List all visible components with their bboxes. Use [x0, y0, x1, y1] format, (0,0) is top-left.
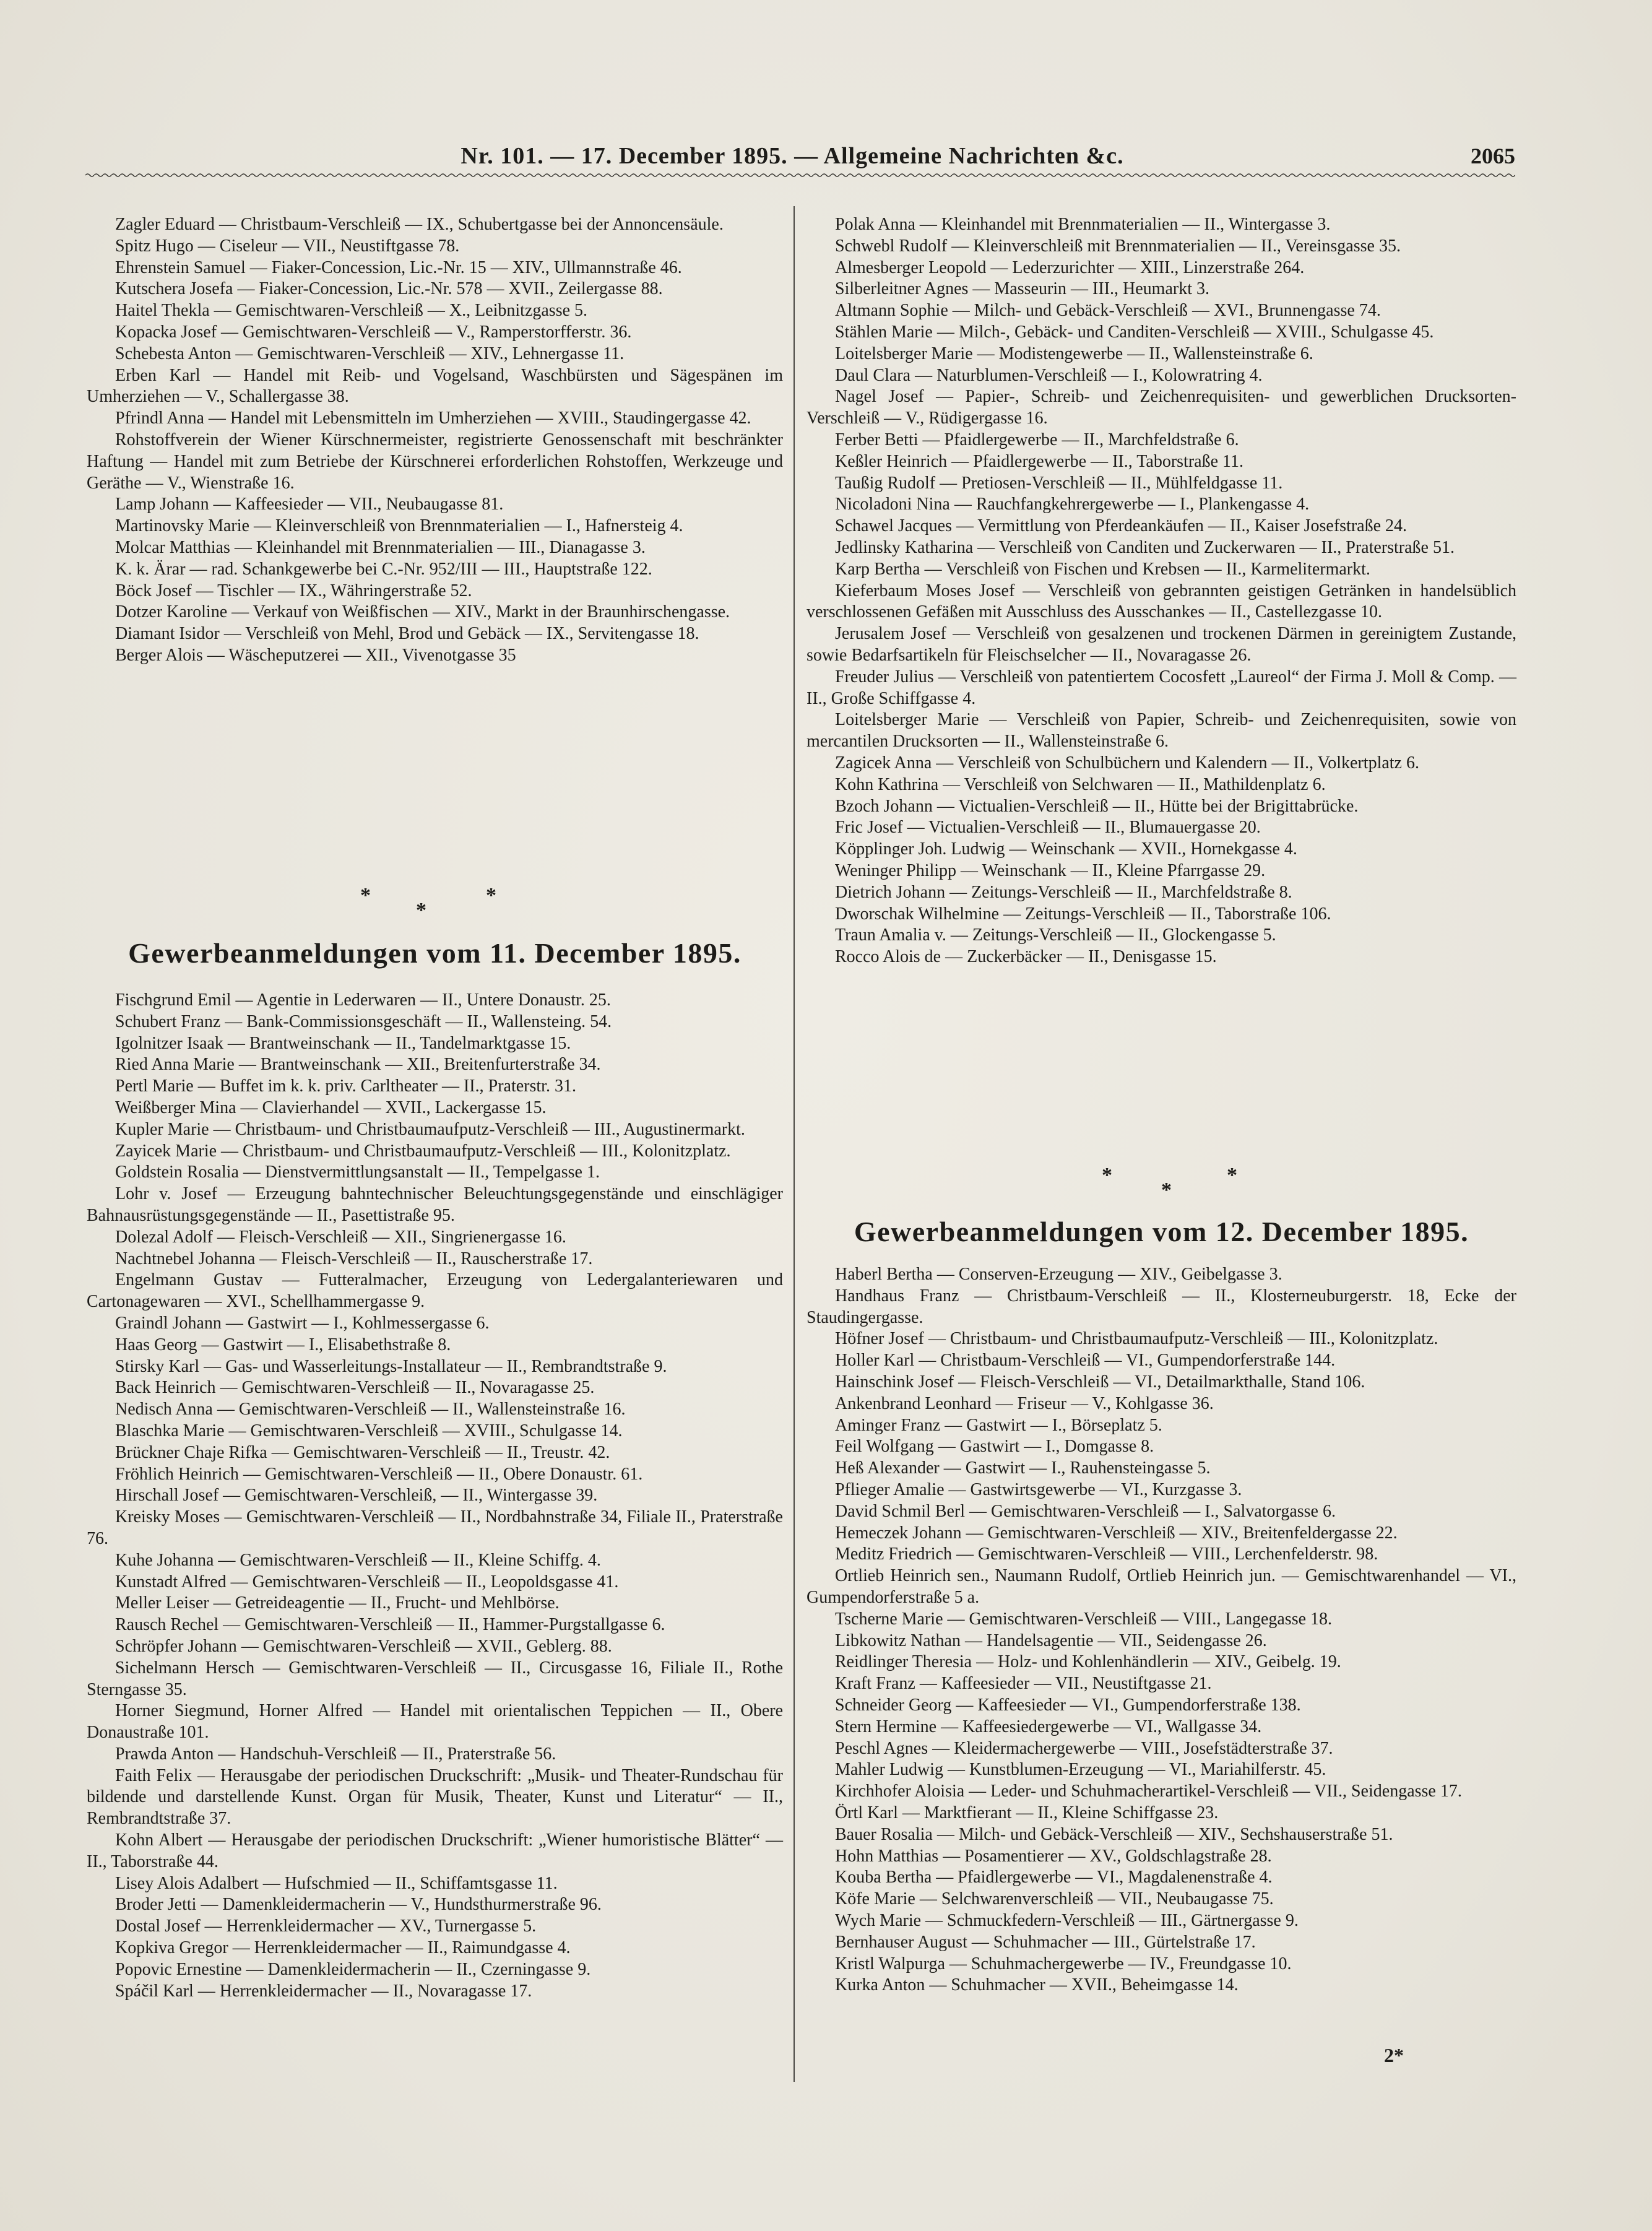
register-entry: Kurka Anton — Schuhmacher — XVII., Beheimgasse 14. [835, 1975, 1239, 1995]
register-entry: Martinovsky Marie — Kleinverschleiß von Brennmaterialien — I., Hafnersteig 4. [115, 516, 683, 536]
register-entry: Libkowitz Nathan — Handelsagentie — VII., Seidengasse 26. [835, 1631, 1267, 1650]
register-entry: Spáčil Karl — Herrenkleidermacher — II., Novaragasse 17. [115, 1981, 532, 2001]
register-entry: Sichelmann Hersch — Gemischtwaren-Verschleiß — II., Circusgasse 16, Filiale II., Rothe Sterngasse 35. [87, 1658, 783, 1699]
register-entry: Meditz Friedrich — Gemischtwaren-Verschleiß — VIII., Lerchenfelderstr. 98. [835, 1544, 1378, 1564]
register-entry: Engelmann Gustav — Futteralmacher, Erzeugung von Ledergalanteriewaren und Cartonagewaren — XVI., Schellhammergasse 9. [87, 1270, 783, 1312]
register-entry: Loitelsberger Marie — Modistengewerbe — II., Wallensteinstraße 6. [835, 344, 1313, 363]
register-entry: Diamant Isidor — Verschleiß von Mehl, Brod und Gebäck — IX., Servitengasse 18. [115, 624, 699, 644]
register-entry: Dolezal Adolf — Fleisch-Verschleiß — XII., Singrienergasse 16. [115, 1227, 566, 1247]
register-entry: Lamp Johann — Kaffeesieder — VII., Neubaugasse 81. [115, 495, 504, 514]
register-entry: Kreisky Moses — Gemischtwaren-Verschleiß — II., Nordbahnstraße 34, Filiale II., Praterstraße 76. [87, 1507, 783, 1548]
register-entry: Bzoch Johann — Victualien-Verschleiß — II., Hütte bei der Brigittabrücke. [835, 796, 1359, 816]
register-entry: Hohn Matthias — Posamentierer — XV., Goldschlagstraße 28. [835, 1846, 1272, 1866]
register-entry: Hemeczek Johann — Gemischtwaren-Verschleiß — XIV., Breitenfeldergasse 22. [835, 1523, 1398, 1543]
register-entry: Bernhauser August — Schuhmacher — III., Gürtelstraße 17. [835, 1932, 1256, 1952]
signature-mark: 2* [1384, 2044, 1404, 2066]
register-entry: Dworschak Wilhelmine — Zeitungs-Verschleiß — II., Taborstraße 106. [835, 904, 1331, 924]
register-entry: Horner Siegmund, Horner Alfred — Handel mit orientalischen Teppichen — II., Obere Donaustraße 101. [87, 1701, 783, 1743]
register-entry: Stählen Marie — Milch-, Gebäck- und Canditen-Verschleiß — XVIII., Schulgasse 45. [835, 322, 1434, 342]
register-entry: Loitelsberger Marie — Verschleiß von Papier, Schreib- und Zeichenrequisiten, sowie von mercantilen Drucksorten — II., Wallensteinstraße 6. [807, 710, 1516, 752]
register-entry: Fric Josef — Victualien-Verschleiß — II., Blumauergasse 20. [835, 818, 1261, 838]
asterism-star: * [1227, 1164, 1237, 1187]
register-entry: David Schmil Berl — Gemischtwaren-Verschleiß — I., Salvatorgasse 6. [835, 1501, 1336, 1521]
register-entry: Weißberger Mina — Clavierhandel — XVII., Lackergasse 15. [115, 1098, 547, 1117]
register-entry: Prawda Anton — Handschuh-Verschleiß — II., Praterstraße 56. [115, 1744, 556, 1764]
register-entry: Schebesta Anton — Gemischtwaren-Verschleiß — XIV., Lehnergasse 11. [115, 344, 625, 363]
asterism-star: * [360, 884, 371, 907]
register-entry: Polak Anna — Kleinhandel mit Brennmaterialien — II., Wintergasse 3. [835, 215, 1331, 234]
register-entry: Kraft Franz — Kaffeesieder — VII., Neustiftgasse 21. [835, 1674, 1212, 1694]
register-entry: Schubert Franz — Bank-Commissionsgeschäft — II., Wallensteing. 54. [115, 1012, 612, 1031]
left-column-entries-before [87, 214, 783, 667]
section-heading-12-december: Gewerbeanmeldungen vom 12. December 1895. [854, 1216, 1469, 1247]
register-entry: Kirchhofer Aloisia — Leder- und Schuhmacherartikel-Verschleiß — VII., Seidengasse 17. [835, 1782, 1462, 1801]
register-entry: Schawel Jacques — Vermittlung von Pferdeankäufen — II., Kaiser Josefstraße 24. [835, 516, 1407, 536]
right-column-entries-before [807, 214, 1516, 968]
register-entry: Freuder Julius — Verschleiß von patentiertem Cocosfett „Laureol“ der Firma J. Moll & Comp. — II., Große Schiffgasse 4. [807, 667, 1516, 708]
register-entry: Kuhe Johanna — Gemischtwaren-Verschleiß — II., Kleine Schiffg. 4. [115, 1550, 601, 1570]
register-entry: Schneider Georg — Kaffeesieder — VI., Gumpendorferstraße 138. [835, 1695, 1301, 1715]
register-entry: Pfrindl Anna — Handel mit Lebensmitteln im Umherziehen — XVIII., Staudingergasse 42. [115, 409, 751, 428]
register-entry: Kouba Bertha — Pfaidlergewerbe — VI., Magdalenenstraße 4. [835, 1868, 1273, 1887]
register-entry: Igolnitzer Isaak — Brantweinschank — II., Tandelmarktgasse 15. [115, 1033, 571, 1053]
page-number: 2065 [1471, 144, 1515, 168]
asterism-star: * [1102, 1164, 1112, 1187]
register-entry: Dostal Josef — Herrenkleidermacher — XV., Turnergasse 5. [115, 1917, 537, 1936]
register-entry: Brückner Chaje Rifka — Gemischtwaren-Verschleiß — II., Treustr. 42. [115, 1442, 610, 1462]
register-entry: Keßler Heinrich — Pfaidlergewerbe — II., Taborstraße 11. [835, 451, 1243, 471]
register-entry: Nicoladoni Nina — Rauchfangkehrergewerbe — I., Plankengasse 4. [835, 495, 1310, 514]
register-entry: Dotzer Karoline — Verkauf von Weißfischen — XIV., Markt in der Braunhirschengasse. [115, 602, 730, 622]
register-entry: Zagler Eduard — Christbaum-Verschleiß — IX., Schubertgasse bei der Annoncensäule. [115, 215, 724, 234]
register-entry: Taußig Rudolf — Pretiosen-Verschleiß — II., Mühlfeldgasse 11. [835, 473, 1283, 493]
register-entry: Rausch Rechel — Gemischtwaren-Verschleiß — II., Hammer-Purgstallgasse 6. [115, 1615, 665, 1635]
register-entry: Traun Amalia v. — Zeitungs-Verschleiß — II., Glockengasse 5. [835, 925, 1276, 945]
register-entry: Mahler Ludwig — Kunstblumen-Erzeugung — VI., Mariahilferstr. 45. [835, 1760, 1326, 1780]
asterism-star: * [486, 884, 496, 907]
register-entry: Lisey Alois Adalbert — Hufschmied — II., Schiffamtsgasse 11. [115, 1873, 558, 1893]
register-entry: Kutschera Josefa — Fiaker-Concession, Lic.-Nr. 578 — XVII., Zeilergasse 88. [115, 279, 663, 299]
register-entry: Faith Felix — Herausgabe der periodischen Druckschrift: „Musik- und Theater-Rundschau für bildende und darstellende Kunst. Organ für Musik, Theater, Kunst und Literatur“ — II., Rembrandtstraße 37. [87, 1765, 783, 1829]
register-entry: Altmann Sophie — Milch- und Gebäck-Verschleiß — XVI., Brunnengasse 74. [835, 301, 1381, 321]
register-entry: Hainschink Josef — Fleisch-Verschleiß — VI., Detailmarkthalle, Stand 106. [835, 1372, 1365, 1392]
register-entry: Meller Leiser — Getreideagentie — II., Frucht- und Mehlbörse. [115, 1593, 560, 1613]
register-entry: Nagel Josef — Papier-, Schreib- und Zeichenrequisiten- und gewerblichen Drucksorten-Verschleiß — V., Rüdigergasse 16. [807, 387, 1516, 428]
register-entry: Peschl Agnes — Kleidermachergewerbe — VIII., Josefstädterstraße 37. [835, 1738, 1333, 1758]
register-entry: Stern Hermine — Kaffeesiedergewerbe — VI., Wallgasse 34. [835, 1717, 1262, 1736]
register-entry: Berger Alois — Wäscheputzerei — XII., Vivenotgasse 35 [115, 645, 516, 665]
register-entry: Kohn Kathrina — Verschleiß von Selchwaren — II., Mathildenplatz 6. [835, 774, 1326, 794]
register-entry: Ehrenstein Samuel — Fiaker-Concession, Lic.-Nr. 15 — XIV., Ullmannstraße 46. [115, 258, 682, 277]
register-entry: Graindl Johann — Gastwirt — I., Kohlmessergasse 6. [115, 1313, 490, 1333]
register-entry: Bauer Rosalia — Milch- und Gebäck-Verschleiß — XIV., Sechshauserstraße 51. [835, 1824, 1393, 1844]
register-entry: Köpplinger Joh. Ludwig — Weinschank — XVII., Hornekgasse 4. [835, 839, 1297, 859]
register-entry: Weninger Philipp — Weinschank — II., Kleine Pfarrgasse 29. [835, 860, 1266, 880]
register-entry: Daul Clara — Naturblumen-Verschleiß — I., Kolowratring 4. [835, 365, 1263, 385]
column-divider [794, 206, 795, 2082]
register-entry: Dietrich Johann — Zeitungs-Verschleiß — II., Marchfeldstraße 8. [835, 882, 1292, 902]
register-entry: Haitel Thekla — Gemischtwaren-Verschleiß — X., Leibnitzgasse 5. [115, 301, 588, 321]
running-header-title: Nr. 101. — 17. December 1895. — Allgemeine Nachrichten &c. [461, 143, 1124, 169]
asterism-star: * [1161, 1179, 1172, 1202]
register-entry: Kopkiva Gregor — Herrenkleidermacher — II., Raimundgasse 4. [115, 1938, 571, 1958]
register-entry: Holler Karl — Christbaum-Verschleiß — VI., Gumpendorferstraße 144. [835, 1351, 1336, 1371]
register-entry: Ortlieb Heinrich sen., Naumann Rudolf, Ortlieb Heinrich jun. — Gemischtwarenhandel — VI., Gumpendorferstraße 5 a. [807, 1566, 1516, 1607]
register-entry: Lohr v. Josef — Erzeugung bahntechnischer Beleuchtungsgegenstände und einschlägiger Bahnausrüstungsgegenstände — II., Pasettistraße 95. [87, 1184, 783, 1225]
header-wavy-rule [85, 171, 1515, 180]
register-entry: Blaschka Marie — Gemischtwaren-Verschleiß — XVIII., Schulgasse 14. [115, 1421, 623, 1440]
register-entry: Schröpfer Johann — Gemischtwaren-Verschleiß — XVII., Geblerg. 88. [115, 1636, 612, 1656]
register-entry: Kieferbaum Moses Josef — Verschleiß von gebrannten geistigen Getränken in handelsüblich verschlossenen Gefäßen mit Ausschluss des Ausschankes — II., Castellezgasse 10. [807, 581, 1516, 622]
register-entry: Stirsky Karl — Gas- und Wasserleitungs-Installateur — II., Rembrandtstraße 9. [115, 1356, 667, 1376]
register-entry: Feil Wolfgang — Gastwirt — I., Domgasse 8. [835, 1437, 1154, 1457]
register-entry: Wych Marie — Schmuckfedern-Verschleiß — III., Gärtnergasse 9. [835, 1910, 1299, 1930]
register-entry: Popovic Ernestine — Damenkleidermacherin — II., Czerningasse 9. [115, 1959, 591, 1979]
register-entry: Örtl Karl — Marktfierant — II., Kleine Schiffgasse 23. [835, 1803, 1219, 1822]
register-entry: Rohstoffverein der Wiener Kürschnermeister, registrierte Genossenschaft mit beschränkter Haftung — Handel mit zum Betriebe der Kürschnerei erforderlichen Rohstoffen, Werkzeuge und Geräthe — V., Wienstraße 16. [87, 430, 783, 493]
register-entry: Haas Georg — Gastwirt — I., Elisabethstraße 8. [115, 1335, 451, 1354]
register-entry: Heß Alexander — Gastwirt — I., Rauhensteingasse 5. [835, 1458, 1211, 1478]
register-entry: Rocco Alois de — Zuckerbäcker — II., Denisgasse 15. [835, 947, 1217, 967]
register-entry: Kristl Walpurga — Schuhmachergewerbe — IV., Freundgasse 10. [835, 1954, 1292, 1973]
right-column-entries-after [807, 1264, 1516, 1996]
register-entry: Haberl Bertha — Conserven-Erzeugung — XIV., Geibelgasse 3. [835, 1265, 1282, 1284]
register-entry: Spitz Hugo — Ciseleur — VII., Neustiftgasse 78. [115, 236, 460, 256]
asterism-star: * [416, 899, 426, 922]
register-entry: Zagicek Anna — Verschleiß von Schulbüchern und Kalendern — II., Volkertplatz 6. [835, 753, 1419, 773]
register-entry: Ankenbrand Leonhard — Friseur — V., Kohlgasse 36. [835, 1393, 1214, 1413]
register-entry: Fröhlich Heinrich — Gemischtwaren-Verschleiß — II., Obere Donaustr. 61. [115, 1464, 643, 1484]
register-entry: Pertl Marie — Buffet im k. k. priv. Carltheater — II., Praterstr. 31. [115, 1077, 576, 1096]
register-entry: Ferber Betti — Pfaidlergewerbe — II., Marchfeldstraße 6. [835, 430, 1239, 449]
register-entry: Aminger Franz — Gastwirt — I., Börseplatz 5. [835, 1415, 1162, 1435]
register-entry: Handhaus Franz — Christbaum-Verschleiß — II., Klosterneuburgerstr. 18, Ecke der Staudingergasse. [807, 1286, 1516, 1327]
register-entry: Ried Anna Marie — Brantweinschank — XII., Breitenfurterstraße 34. [115, 1055, 601, 1075]
register-entry: Köfe Marie — Selchwarenverschleiß — VII., Neubaugasse 75. [835, 1889, 1274, 1909]
register-entry: Fischgrund Emil — Agentie in Lederwaren — II., Untere Donaustr. 25. [115, 990, 611, 1010]
register-entry: Nedisch Anna — Gemischtwaren-Verschleiß — II., Wallensteinstraße 16. [115, 1400, 626, 1419]
register-entry: Kunstadt Alfred — Gemischtwaren-Verschleiß — II., Leopoldsgasse 41. [115, 1572, 619, 1592]
register-entry: K. k. Ärar — rad. Schankgewerbe bei C.-Nr. 952/III — III., Hauptstraße 122. [115, 559, 652, 579]
register-entry: Karp Bertha — Verschleiß von Fischen und Krebsen — II., Karmelitermarkt. [835, 559, 1370, 579]
register-entry: Jedlinsky Katharina — Verschleiß von Canditen und Zuckerwaren — II., Praterstraße 51. [835, 537, 1455, 557]
register-entry: Broder Jetti — Damenkleidermacherin — V., Hundsthurmerstraße 96. [115, 1895, 602, 1915]
register-entry: Back Heinrich — Gemischtwaren-Verschleiß — II., Novaragasse 25. [115, 1378, 595, 1398]
register-entry: Jerusalem Josef — Verschleiß von gesalzenen und trockenen Därmen in gereinigtem Zustande, sowie Bedarfsartikeln für Fleischselcher — II., Novaragasse 26. [807, 624, 1516, 665]
register-entry: Kopacka Josef — Gemischtwaren-Verschleiß — V., Ramperstorfferstr. 36. [115, 322, 632, 342]
register-entry: Höfner Josef — Christbaum- und Christbaumaufputz-Verschleiß — III., Kolonitzplatz. [835, 1329, 1438, 1349]
left-column-entries-after [87, 990, 783, 2002]
register-entry: Nachtnebel Johanna — Fleisch-Verschleiß — II., Rauscherstraße 17. [115, 1249, 593, 1268]
register-entry: Pflieger Amalie — Gastwirtsgewerbe — VI., Kurzgasse 3. [835, 1479, 1242, 1499]
register-entry: Tscherne Marie — Gemischtwaren-Verschleiß — VIII., Langegasse 18. [835, 1609, 1333, 1629]
register-entry: Silberleitner Agnes — Masseurin — III., Heumarkt 3. [835, 279, 1209, 299]
register-entry: Zayicek Marie — Christbaum- und Christbaumaufputz-Verschleiß — III., Kolonitzplatz. [115, 1141, 731, 1161]
register-entry: Erben Karl — Handel mit Reib- und Vogelsand, Waschbürsten und Sägespänen im Umherziehen — V., Schallergasse 38. [87, 365, 783, 407]
register-entry: Kohn Albert — Herausgabe der periodischen Druckschrift: „Wiener humoristische Blätter“ — II., Taborstraße 44. [87, 1830, 783, 1871]
register-entry: Schwebl Rudolf — Kleinverschleiß mit Brennmaterialien — II., Vereinsgasse 35. [835, 236, 1401, 256]
register-entry: Almesberger Leopold — Lederzurichter — XIII., Linzerstraße 264. [835, 258, 1305, 277]
register-entry: Hirschall Josef — Gemischtwaren-Verschleiß, — II., Wintergasse 39. [115, 1486, 598, 1505]
register-entry: Reidlinger Theresia — Holz- und Kohlenhändlerin — XIV., Geibelg. 19. [835, 1652, 1341, 1672]
register-entry: Goldstein Rosalia — Dienstvermittlungsanstalt — II., Tempelgasse 1. [115, 1163, 600, 1182]
register-entry: Böck Josef — Tischler — IX., Währingerstraße 52. [115, 581, 472, 600]
register-entry: Molcar Matthias — Kleinhandel mit Brennmaterialien — III., Dianagasse 3. [115, 537, 646, 557]
register-entry: Kupler Marie — Christbaum- und Christbaumaufputz-Verschleiß — III., Augustinermarkt. [115, 1119, 745, 1139]
section-heading-11-december: Gewerbeanmeldungen vom 11. December 1895. [128, 937, 742, 969]
